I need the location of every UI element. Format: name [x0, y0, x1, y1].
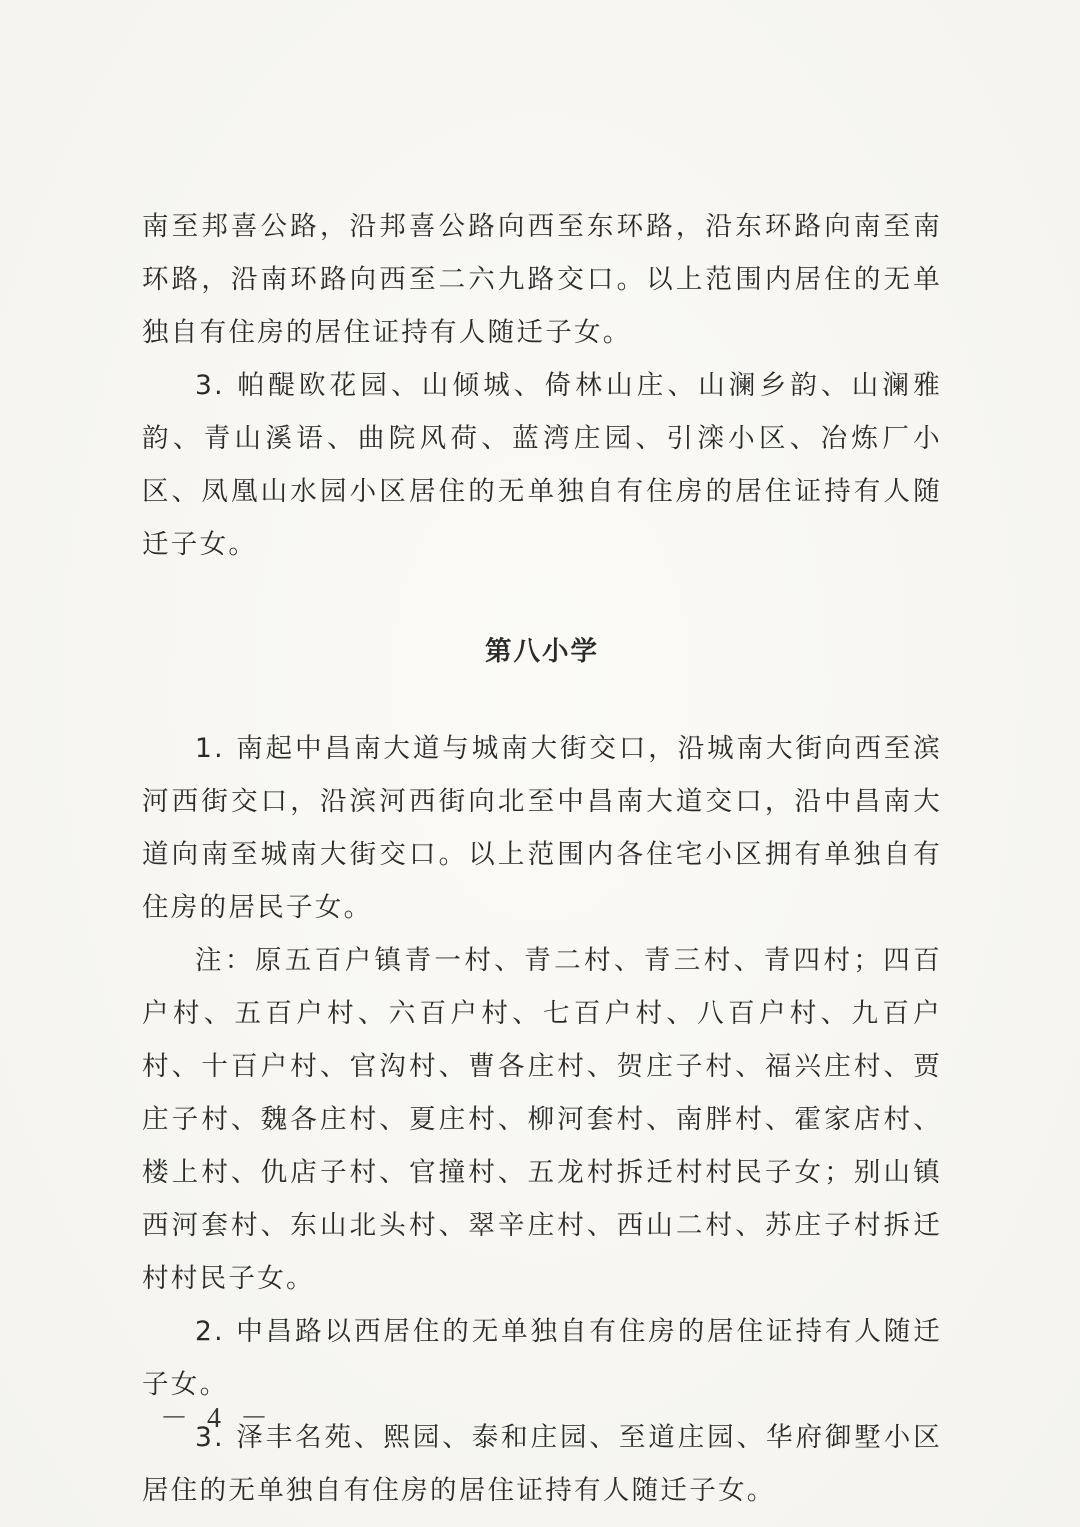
spacer — [142, 678, 942, 722]
section-heading-school: 第八小学 — [485, 636, 599, 667]
paragraph-continuation: 南至邦喜公路，沿邦喜公路向西至东环路，沿东环路向南至南环路，沿南环路向西至二六九路交口。以上范围内居住的无单独自有住房的居住证持有人随迁子女。 — [142, 211, 942, 348]
paragraph-item-1: 1. 南起中昌南大道与城南大街交口，沿城南大街向西至滨河西街交口，沿滨河西街向北至中昌南大道交口，沿中昌南大道向南至城南大街交口。以上范围内各住宅小区拥有单独自有住房的居民子女。 — [142, 733, 942, 923]
page-number: － 4 － — [160, 1403, 275, 1434]
paragraph-item-2: 2. 中昌路以西居住的无单独自有住房的居住证持有人随迁子女。 — [142, 1316, 942, 1400]
paragraph-item-3: 3. 泽丰名苑、熙园、泰和庄园、至道庄园、华府御墅小区居住的无单独自有住房的居住证持有人随迁子女。 — [142, 1422, 942, 1506]
paragraph-item-3-top: 3. 帕醍欧花园、山倾城、倚林山庄、山澜乡韵、山澜雅韵、青山溪语、曲院风荷、蓝湾庄园、引滦小区、冶炼厂小区、凤凰山水园小区居住的无单独自有住房的居住证持有人随迁子女。 — [142, 370, 942, 560]
paragraph-note: 注：原五百户镇青一村、青二村、青三村、青四村；四百户村、五百户村、六百户村、七百户村、八百户村、九百户村、十百户村、官沟村、曹各庄村、贺庄子村、福兴庄村、贾庄子村、魏各庄村、夏庄村、柳河套村、南胖村、霍家店村、楼上村、仇店子村、官撞村、五龙村拆迁村村民子女；别山镇西河套村、东山北头村、翠辛庄村、西山二村、苏庄子村拆迁村村民子女。 — [142, 945, 942, 1294]
document-body — [142, 200, 942, 1517]
spacer — [142, 571, 942, 625]
